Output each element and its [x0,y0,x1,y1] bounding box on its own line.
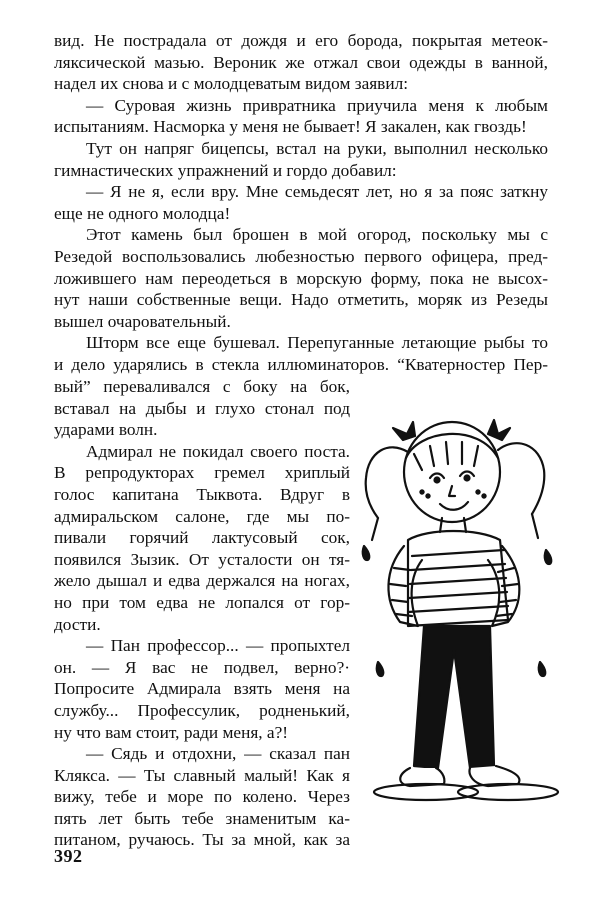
text-line: еще не одного молодца! [54,203,231,223]
text-line: нут наши собственные вещи. Надо отметить, моряк из Резеды [54,290,548,310]
text-line: Шторм все еще бушевал. Перепуганные летающие рыбы то [86,333,548,353]
text-line: но при том едва не лопался от гор- [54,592,350,612]
text-line: вставал на дыбы и глухо стонал под [54,398,350,418]
text-line: вый” переваливался с боку на бок, [54,377,350,396]
page-number: 392 [54,846,83,866]
text-line: голос капитана Тыквота. Вдруг в [54,484,350,504]
text-line: ложившего нам переодеться в морскую форму, пока не высох- [54,268,548,288]
text-line: питаном, ручаюсь. Ты за мной, как за [54,830,350,850]
text-line: — Суровая жизнь привратника приучила меня к любым [86,95,548,115]
text-line: Тут он напряг бицепсы, встал на руки, выполнил несколько [86,138,548,158]
text-line: Адмирал не покидал своего поста. [86,441,350,461]
text-line: ударами волн. [54,420,158,440]
text-line: Клякса. — Ты славный малый! Как я [54,765,350,785]
text-line: вышел очаровательный. [54,311,231,331]
text-line: службу... Профессулик, родненький, [54,700,350,720]
narrow-column-text [54,376,350,851]
text-line: вижу, тебе и море по колено. Через [54,787,350,807]
text-line: Попросите Адмирала взять меня на [54,679,350,699]
text-line: жело дышал и едва держался на ногах, [54,571,350,591]
text-line: Резедой воспользовались любезностью первого офицера, пред- [54,246,548,266]
text-line: — Сядь и отдохни, — сказал пан [86,744,350,764]
text-line: ляксической мазью. Вероник же отжал свои одежды в ванной, [54,52,548,72]
text-line: адмиральском салоне, где мы по- [54,506,350,526]
text-line: Этот камень был брошен в мой огород, поскольку мы с [86,225,548,245]
text-line: и дело ударялись в стекла иллюминаторов. “Кватерностер Пер- [54,354,548,374]
text-line: ну что вам стоит, ради меня, а?! [54,722,289,742]
full-width-text [54,30,548,376]
text-line: испытаниям. Насморка у меня не бывает! Я закален, как гвоздь! [54,117,527,137]
girl-with-pigtails-illustration [348,400,578,805]
text-line: гимнастических упражнений и гордо добавил: [54,160,397,180]
text-line: пять лет быть тебе знаменитым ка- [54,808,350,828]
text-line: В репродукторах гремел хриплый [54,463,350,483]
text-line: вид. Не пострадала от дождя и его борода, покрытая метеок- [54,31,548,50]
text-line: надел их снова и с молодцеватым видом заявил: [54,74,409,94]
text-line: — Я не я, если вру. Мне семьдесят лет, но я за пояс заткну [86,182,548,202]
text-line: пивали горячий лактусовый сок, [54,528,350,548]
text-line: — Пан профессор... — пропыхтел [86,636,350,656]
text-line: дости. [54,614,101,634]
text-line: он. — Я вас не подвел, верно?· [54,657,350,677]
text-line: появился Зызик. От усталости он тя- [54,549,350,569]
